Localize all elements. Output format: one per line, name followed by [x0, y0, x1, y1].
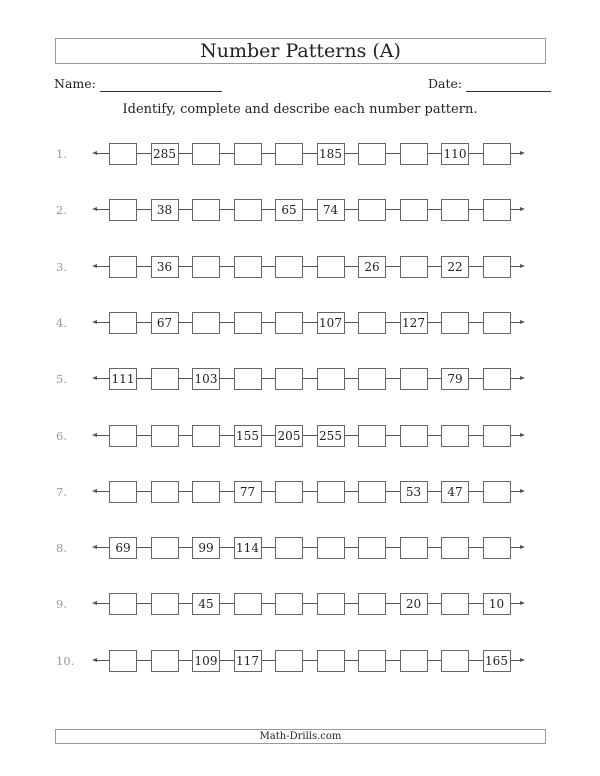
- arrow-right-icon: [520, 545, 525, 549]
- pattern-answer-box[interactable]: [400, 368, 428, 390]
- pattern-given-value: 117: [234, 650, 262, 672]
- pattern-answer-box[interactable]: [483, 481, 511, 503]
- pattern-given-value: 79: [441, 368, 469, 390]
- pattern-row: [0, 368, 600, 390]
- pattern-answer-box[interactable]: [317, 650, 345, 672]
- pattern-given-value: 127: [400, 312, 428, 334]
- pattern-answer-box[interactable]: [234, 256, 262, 278]
- arrow-right-icon: [520, 376, 525, 380]
- pattern-given-value: 155: [234, 425, 262, 447]
- pattern-answer-box[interactable]: [483, 425, 511, 447]
- arrow-left-icon: [92, 151, 97, 155]
- pattern-answer-box[interactable]: [275, 650, 303, 672]
- pattern-given-value: 36: [151, 256, 179, 278]
- pattern-answer-box[interactable]: [358, 143, 386, 165]
- pattern-given-value: 53: [400, 481, 428, 503]
- footer-source: Math-Drills.com: [55, 729, 546, 744]
- arrow-right-icon: [520, 433, 525, 437]
- pattern-given-value: 65: [275, 199, 303, 221]
- pattern-answer-box[interactable]: [192, 199, 220, 221]
- pattern-answer-box[interactable]: [109, 312, 137, 334]
- pattern-answer-box[interactable]: [192, 312, 220, 334]
- pattern-given-value: 185: [317, 143, 345, 165]
- pattern-answer-box[interactable]: [151, 593, 179, 615]
- pattern-answer-box[interactable]: [275, 481, 303, 503]
- arrow-left-icon: [92, 658, 97, 662]
- pattern-number: 1.: [56, 147, 67, 161]
- pattern-number: 7.: [56, 484, 67, 499]
- pattern-answer-box[interactable]: [109, 256, 137, 278]
- pattern-answer-box[interactable]: [109, 143, 137, 165]
- pattern-row: [0, 425, 600, 447]
- pattern-given-value: 67: [151, 312, 179, 334]
- arrow-right-icon: [520, 151, 525, 155]
- pattern-answer-box[interactable]: [441, 425, 469, 447]
- pattern-answer-box[interactable]: [400, 199, 428, 221]
- pattern-given-value: 47: [441, 481, 469, 503]
- pattern-row: [0, 143, 600, 165]
- pattern-given-value: 69: [109, 537, 137, 559]
- pattern-given-value: 22: [441, 256, 469, 278]
- pattern-number: 4.: [56, 315, 67, 330]
- pattern-answer-box[interactable]: [317, 481, 345, 503]
- pattern-number: 10.: [56, 653, 75, 668]
- instructions: Identify, complete and describe each number pattern.: [122, 102, 478, 117]
- pattern-answer-box[interactable]: [192, 256, 220, 278]
- pattern-number: 6.: [56, 428, 67, 443]
- pattern-given-value: 165: [483, 650, 511, 672]
- pattern-given-value: 74: [317, 199, 345, 221]
- pattern-answer-box[interactable]: [109, 481, 137, 503]
- pattern-answer-box[interactable]: [483, 312, 511, 334]
- pattern-answer-box[interactable]: [275, 312, 303, 334]
- pattern-answer-box[interactable]: [234, 368, 262, 390]
- pattern-number: 9.: [56, 597, 67, 612]
- pattern-answer-box[interactable]: [109, 199, 137, 221]
- pattern-row: [0, 256, 600, 278]
- pattern-answer-box[interactable]: [275, 368, 303, 390]
- pattern-given-value: 109: [192, 650, 220, 672]
- pattern-given-value: 99: [192, 537, 220, 559]
- pattern-answer-box[interactable]: [275, 256, 303, 278]
- pattern-answer-box[interactable]: [109, 650, 137, 672]
- arrow-right-icon: [520, 601, 525, 605]
- pattern-answer-box[interactable]: [317, 593, 345, 615]
- pattern-given-value: 285: [151, 143, 179, 165]
- pattern-answer-box[interactable]: [441, 593, 469, 615]
- pattern-given-value: 10: [483, 593, 511, 615]
- arrow-left-icon: [92, 601, 97, 605]
- pattern-answer-box[interactable]: [151, 425, 179, 447]
- pattern-given-value: 38: [151, 199, 179, 221]
- arrow-right-icon: [520, 658, 525, 662]
- pattern-answer-box[interactable]: [441, 199, 469, 221]
- pattern-number: 8.: [56, 541, 67, 556]
- pattern-answer-box[interactable]: [358, 650, 386, 672]
- pattern-answer-box[interactable]: [441, 537, 469, 559]
- pattern-given-value: 103: [192, 368, 220, 390]
- pattern-row: [0, 199, 600, 221]
- pattern-answer-box[interactable]: [358, 368, 386, 390]
- pattern-answer-box[interactable]: [317, 368, 345, 390]
- pattern-answer-box[interactable]: [109, 425, 137, 447]
- pattern-answer-box[interactable]: [151, 368, 179, 390]
- pattern-answer-box[interactable]: [275, 593, 303, 615]
- pattern-answer-box[interactable]: [151, 537, 179, 559]
- pattern-answer-box[interactable]: [109, 593, 137, 615]
- pattern-answer-box[interactable]: [483, 143, 511, 165]
- pattern-given-value: 107: [317, 312, 345, 334]
- pattern-answer-box[interactable]: [483, 537, 511, 559]
- pattern-given-value: 114: [234, 537, 262, 559]
- pattern-answer-box[interactable]: [400, 256, 428, 278]
- pattern-given-value: 110: [441, 143, 469, 165]
- pattern-answer-box[interactable]: [358, 199, 386, 221]
- arrow-left-icon: [92, 433, 97, 437]
- pattern-answer-box[interactable]: [234, 199, 262, 221]
- pattern-answer-box[interactable]: [275, 143, 303, 165]
- pattern-given-value: 20: [400, 593, 428, 615]
- pattern-row: [0, 593, 600, 615]
- arrow-left-icon: [92, 207, 97, 211]
- arrow-left-icon: [92, 376, 97, 380]
- pattern-given-value: 255: [317, 425, 345, 447]
- name-label: Name:: [54, 76, 96, 91]
- pattern-answer-box[interactable]: [441, 650, 469, 672]
- pattern-answer-box[interactable]: [483, 368, 511, 390]
- arrow-left-icon: [92, 320, 97, 324]
- arrow-right-icon: [520, 264, 525, 268]
- arrow-right-icon: [520, 489, 525, 493]
- pattern-answer-box[interactable]: [151, 650, 179, 672]
- pattern-answer-box[interactable]: [400, 425, 428, 447]
- pattern-answer-box[interactable]: [358, 312, 386, 334]
- pattern-answer-box[interactable]: [441, 312, 469, 334]
- pattern-number: 3.: [56, 259, 67, 274]
- pattern-answer-box[interactable]: [317, 256, 345, 278]
- pattern-given-value: 205: [275, 425, 303, 447]
- pattern-answer-box[interactable]: [358, 425, 386, 447]
- arrow-right-icon: [520, 320, 525, 324]
- pattern-answer-box[interactable]: [317, 537, 345, 559]
- pattern-given-value: 45: [192, 593, 220, 615]
- date-label: Date:: [428, 76, 463, 91]
- pattern-number: 5.: [56, 372, 67, 387]
- pattern-answer-box[interactable]: [192, 425, 220, 447]
- arrow-left-icon: [92, 545, 97, 549]
- pattern-given-value: 111: [109, 368, 137, 390]
- pattern-answer-box[interactable]: [275, 537, 303, 559]
- arrow-right-icon: [520, 207, 525, 211]
- pattern-row: [0, 481, 600, 503]
- pattern-answer-box[interactable]: [400, 143, 428, 165]
- pattern-answer-box[interactable]: [400, 537, 428, 559]
- pattern-given-value: 26: [358, 256, 386, 278]
- arrow-left-icon: [92, 264, 97, 268]
- pattern-row: [0, 537, 600, 559]
- worksheet-title: Number Patterns (A): [55, 38, 546, 64]
- arrow-left-icon: [92, 489, 97, 493]
- pattern-answer-box[interactable]: [234, 593, 262, 615]
- pattern-answer-box[interactable]: [234, 143, 262, 165]
- pattern-answer-box[interactable]: [358, 593, 386, 615]
- pattern-answer-box[interactable]: [358, 481, 386, 503]
- pattern-number: 2.: [56, 203, 67, 218]
- pattern-answer-box[interactable]: [234, 312, 262, 334]
- pattern-answer-box[interactable]: [483, 256, 511, 278]
- pattern-answer-box[interactable]: [400, 650, 428, 672]
- pattern-answer-box[interactable]: [192, 481, 220, 503]
- pattern-answer-box[interactable]: [483, 199, 511, 221]
- pattern-answer-box[interactable]: [358, 537, 386, 559]
- pattern-row: [0, 312, 600, 334]
- pattern-answer-box[interactable]: [192, 143, 220, 165]
- pattern-row: [0, 650, 600, 672]
- pattern-answer-box[interactable]: [151, 481, 179, 503]
- pattern-given-value: 77: [234, 481, 262, 503]
